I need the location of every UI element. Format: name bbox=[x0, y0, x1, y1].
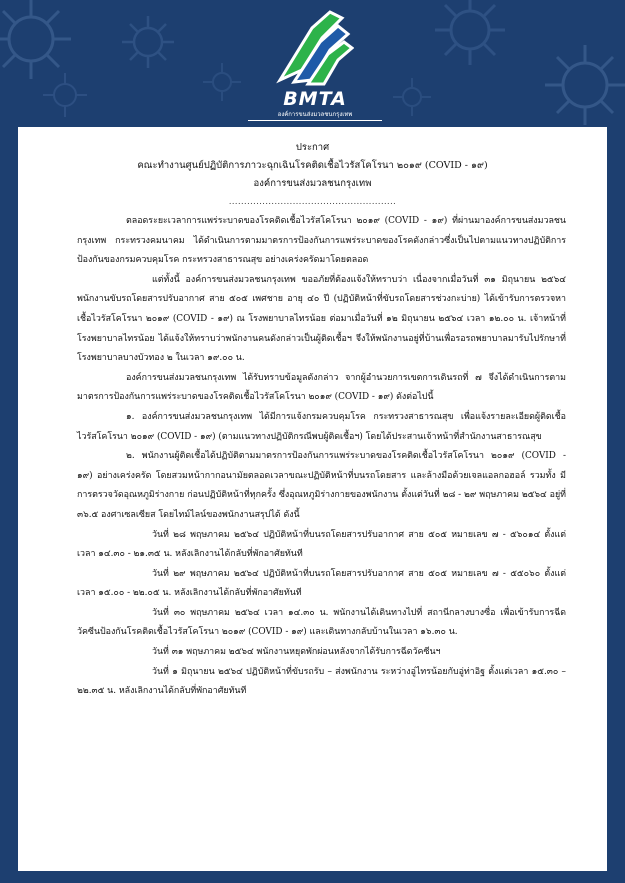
logo-subtitle: องค์การขนส่งมวลชนกรุงเทพ bbox=[248, 109, 382, 121]
announcement-title: ประกาศ bbox=[295, 142, 330, 153]
timeline-item: วันที่ ๓๐ พฤษภาคม ๒๕๖๔ เวลา ๑๔.๓๐ น. พนักงานได้เดินทางไปที่ สถานีกลางบางซื่อ เพื่อเข้ารับการฉีดวัคซีนป้องกันโรคติดเชื้อไวรัสโคโรนา ๒๐๑๙ (COVID - ๑๙) และเดินทางกลับบ้านในเวลา ๑๖.๓๐ น. bbox=[77, 607, 566, 638]
paragraph: องค์การขนส่งมวลชนกรุงเทพ ได้รับทราบข้อมูลดังกล่าว จากผู้อำนวยการเขตการเดินรถที่ ๗ จึงได้ดำเนินการตามมาตรการป้องกันการแพร่ระบาดของโรคติดเชื้อไวรัสโคโรนา ๒๐๑๙ (COVID - ๑๙) ดังต่อไปนี้ bbox=[77, 372, 566, 403]
announcement-document bbox=[18, 127, 607, 871]
timeline-item: วันที่ ๒๙ พฤษภาคม ๒๕๖๔ ปฏิบัติหน้าที่บนรถโดยสารปรับอากาศ สาย ๕๐๕ หมายเลข ๗ - ๕๕๐๖๐ ตั้งแต่เวลา ๑๕.๐๐ - ๒๒.๐๕ น. หลังเลิกงานได้กลับที่พักอาศัยทันที bbox=[77, 568, 566, 599]
paragraph: ๒. พนักงานผู้ติดเชื้อได้ปฏิบัติตามมาตรการป้องกันการแพร่ระบาดของโรคติดเชื้อไวรัสโคโรนา ๒๐๑๙ (COVID - ๑๙) อย่างเคร่งครัด โดยสวมหน้ากากอนามัยตลอดเวลาขณะปฏิบัติหน้าที่บนรถโดยสาร และล้างมือด้วยเจลแอลกอฮอล์ รวมทั้ง มีการตรวจวัดอุณหภูมิร่างกาย ก่อนปฏิบัติหน้าที่ทุกครั้ง ซึ่งอุณหภูมิร่างกายของพนักงาน ตั้งแต่วันที่ ๒๘ - ๒๙ พฤษภาคม ๒๕๖๔ อยู่ที่ ๓๖.๕ องศาเซลเซียส โดยไทม์ไลน์ของพนักงานสรุปได้ ดังนี้ bbox=[77, 451, 566, 520]
timeline-item: วันที่ ๒๘ พฤษภาคม ๒๕๖๔ ปฏิบัติหน้าที่บนรถโดยสารปรับอากาศ สาย ๕๐๕ หมายเลข ๗ - ๕๖๐๑๔ ตั้งแต่เวลา ๑๔.๓๐ - ๒๑.๓๕ น. หลังเลิกงานได้กลับที่พักอาศัยทันที bbox=[77, 529, 566, 560]
logo-name: BMTA bbox=[283, 88, 347, 110]
committee-name: คณะทำงานศูนย์ปฏิบัติการภาวะฉุกเฉินโรคติดเชื้อไวรัสโคโรนา ๒๐๑๙ (COVID - ๑๙) bbox=[137, 160, 488, 171]
paragraph: แต่ทั้งนี้ องค์การขนส่งมวลชนกรุงเทพ ขออภัยที่ต้องแจ้งให้ทราบว่า เนื่องจากเมื่อวันที่ ๓๑ มิถุนายน ๒๕๖๔ พนักงานขับรถโดยสารปรับอากาศ สาย ๕๐๕ เพศชาย อายุ ๔๐ ปี (ปฏิบัติหน้าที่ขับรถโดยสารช่วงกะบ่าย) ได้เข้ารับการตรวจหาเชื้อไวรัสโคโรนา ๒๐๑๙ (COVID - ๑๙) ณ โรงพยาบาลไทรน้อย ต่อมาเมื่อวันที่ ๑๒ มิถุนายน ๒๕๖๔ เวลา ๑๒.๐๐ น. เจ้าหน้าที่โรงพยาบาลไทรน้อย ได้แจ้งให้ทราบว่าพนักงานคนดังกล่าวเป็นผู้ติดเชื้อฯ จึงให้พนักงานอยู่ที่บ้านเพื่อรอรถพยาบาลมารับไปรักษาที่ โรงพยาบาลบางบัวทอง ๒ ในเวลา ๑๙.๐๐ น. bbox=[77, 274, 566, 364]
paragraph: ตลอดระยะเวลาการแพร่ระบาดของโรคติดเชื้อไวรัสโคโรนา ๒๐๑๙ (COVID - ๑๙) ที่ผ่านมาองค์การขนส่งมวลชนกรุงเทพ กระทรวงคมนาคม ได้ดำเนินการตามมาตรการป้องกันการแพร่ระบาดของโรคดังกล่าวซึ่งเป็นไปตามแนวทางปฏิบัติการป้องกันของกรมควบคุมโรค กระทรวงสาธารณสุข อย่างเคร่งครัดมาโดยตลอด bbox=[77, 216, 566, 266]
timeline-item: วันที่ ๓๑ พฤษภาคม ๒๕๖๔ พนักงานหยุดพักผ่อนหลังจากได้รับการฉีดวัคซีนฯ bbox=[152, 647, 441, 658]
paragraph: ๑. องค์การขนส่งมวลชนกรุงเทพ ได้มีการแจ้งกรมควบคุมโรค กระทรวงสาธารณสุข เพื่อแจ้งรายละเอียดผู้ติดเชื้อไวรัสโคโรนา ๒๐๑๙ (COVID - ๑๙) (ตามแนวทางปฏิบัติกรณีพบผู้ติดเชื้อฯ) โดยได้ประสานเจ้าหน้าที่สำนักงานสาธารณสุข bbox=[77, 411, 566, 442]
organization-name: องค์การขนส่งมวลชนกรุงเทพ bbox=[253, 178, 372, 189]
header-logo bbox=[0, 0, 625, 122]
bmta-logo-icon bbox=[272, 8, 354, 88]
timeline-item: วันที่ ๑ มิถุนายน ๒๕๖๔ ปฏิบัติหน้าที่ขับรถรับ – ส่งพนักงาน ระหว่างอู่ไทรน้อยกับอู่ท่าอิฐ ตั้งแต่เวลา ๑๕.๓๐ – ๒๒.๓๕ น. หลังเลิกงานได้กลับที่พักอาศัยทันที bbox=[77, 666, 566, 697]
title-divider: ....................................................... bbox=[228, 197, 397, 206]
announcement-body bbox=[18, 212, 607, 702]
